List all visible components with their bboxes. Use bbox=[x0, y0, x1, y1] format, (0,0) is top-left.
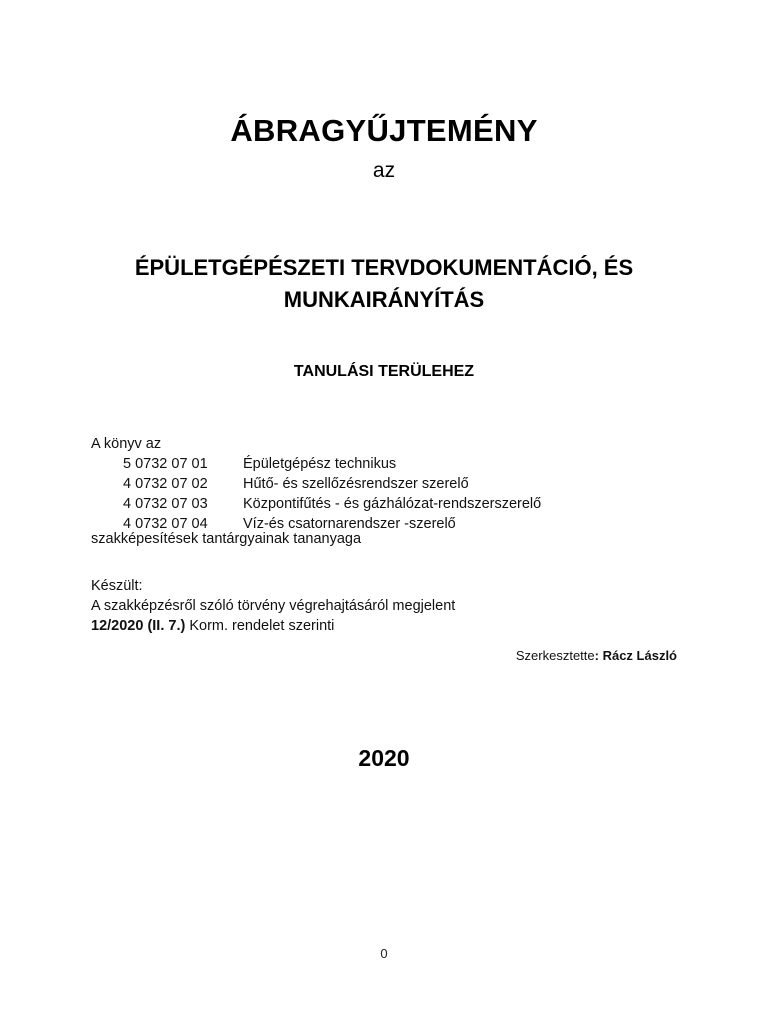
qualification-name: Hűtő- és szellőzésrendszer szerelő bbox=[243, 476, 469, 492]
qualification-name: Épületgépész technikus bbox=[243, 456, 397, 472]
page-number: 0 bbox=[380, 946, 388, 961]
qualification-code: 5 0732 07 01 bbox=[123, 456, 208, 472]
qualification-list bbox=[123, 454, 541, 534]
main-title: ÁBRAGYŰJTEMÉNY bbox=[230, 113, 538, 148]
decree-number: 12/2020 (II. 7.) bbox=[91, 618, 186, 634]
made-label: Készült: bbox=[91, 578, 143, 594]
qualification-name: Víz-és csatornarendszer -szerelő bbox=[243, 516, 456, 532]
qualification-code: 4 0732 07 04 bbox=[123, 516, 208, 532]
subject-title-line-1: ÉPÜLETGÉPÉSZETI TERVDOKUMENTÁCIÓ, ÉS bbox=[134, 255, 634, 280]
editor-label: Szerkesztette bbox=[515, 648, 595, 663]
qualification-row bbox=[123, 474, 541, 494]
area-title: TANULÁSI TERÜLEHEZ bbox=[293, 363, 475, 380]
subtitle: az bbox=[372, 159, 396, 182]
qualification-name: Központifűtés - és gázhálózat-rendszerszerelő bbox=[243, 496, 542, 512]
book-intro: A könyv az bbox=[91, 436, 162, 452]
made-block bbox=[91, 576, 455, 636]
decree-line bbox=[91, 616, 455, 636]
qualification-code: 4 0732 07 03 bbox=[123, 496, 208, 512]
qualification-footer: szakképesítések tantárgyainak tananyaga bbox=[91, 531, 362, 547]
made-line: A szakképzésről szóló törvény végrehajtásáról megjelent bbox=[91, 598, 456, 614]
editor-name: : Rácz László bbox=[594, 648, 677, 663]
qualification-row bbox=[123, 454, 541, 474]
subject-title-line-2: MUNKAIRÁNYÍTÁS bbox=[283, 287, 485, 312]
decree-suffix: Korm. rendelet szerinti bbox=[185, 618, 335, 634]
publication-year: 2020 bbox=[358, 745, 410, 771]
editor-credit bbox=[516, 646, 677, 666]
qualification-code: 4 0732 07 02 bbox=[123, 476, 208, 492]
qualification-row bbox=[123, 494, 541, 514]
subject-title bbox=[0, 252, 768, 316]
